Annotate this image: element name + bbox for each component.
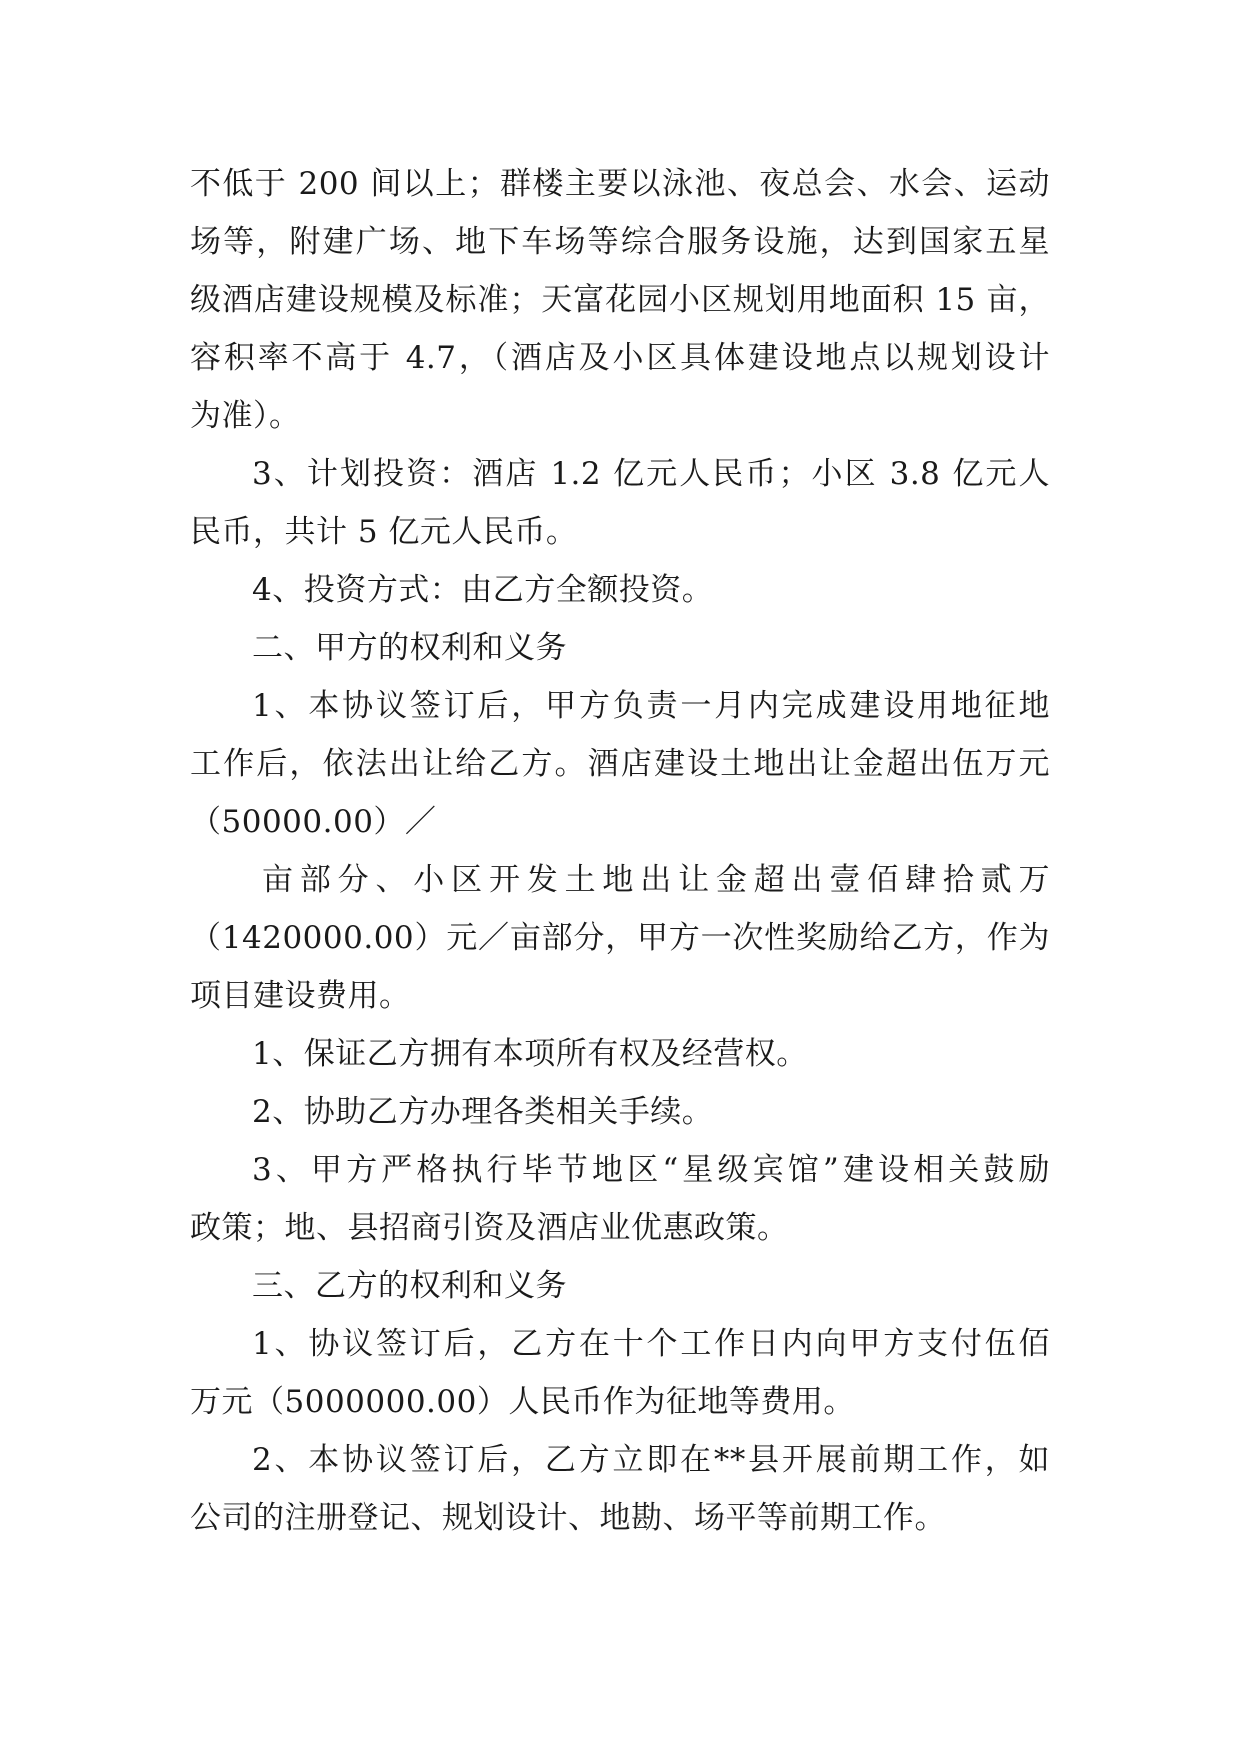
text-line: 3、计划投资：酒店 1.2 亿元人民币；小区 3.8 亿元人 <box>252 456 1050 492</box>
text-line: 2、协助乙方办理各类相关手续。 <box>252 1094 714 1130</box>
text-line: 亩部分、小区开发土地出让金超出壹佰肆拾贰万 <box>262 862 1050 898</box>
text-line: 不低于 200 间以上；群楼主要以泳池、夜总会、水会、运动 <box>190 166 1050 202</box>
text-line: 1、协议签订后，乙方在十个工作日内向甲方支付伍佰 <box>252 1326 1050 1362</box>
section-heading: 三、乙方的权利和义务 <box>252 1268 567 1304</box>
text-line: 场等，附建广场、地下车场等综合服务设施，达到国家五星 <box>190 224 1050 260</box>
text-line: （50000.00）／ <box>190 804 437 840</box>
text-line: 容积率不高于 4.7，（酒店及小区具体建设地点以规划设计 <box>190 340 1050 376</box>
text-line: 2、本协议签订后，乙方立即在**县开展前期工作，如 <box>252 1442 1050 1478</box>
text-line: 民币，共计 5 亿元人民币。 <box>190 514 578 550</box>
text-line: 万元（5000000.00）人民币作为征地等费用。 <box>190 1384 855 1420</box>
text-line: 3、甲方严格执行毕节地区“星级宾馆”建设相关鼓励 <box>252 1152 1050 1188</box>
text-line: 1、保证乙方拥有本项所有权及经营权。 <box>252 1036 808 1072</box>
text-line: 级酒店建设规模及标准；天富花园小区规划用地面积 15 亩， <box>190 282 1050 318</box>
text-line: （1420000.00）元／亩部分，甲方一次性奖励给乙方，作为 <box>190 920 1050 956</box>
text-line: 项目建设费用。 <box>190 978 411 1014</box>
text-line: 1、本协议签订后，甲方负责一月内完成建设用地征地 <box>252 688 1050 724</box>
text-line: 公司的注册登记、规划设计、地勘、场平等前期工作。 <box>190 1500 946 1536</box>
text-line: 政策；地、县招商引资及酒店业优惠政策。 <box>190 1210 789 1246</box>
text-line: 为准）。 <box>190 398 301 434</box>
text-line: 工作后，依法出让给乙方。酒店建设土地出让金超出伍万元 <box>190 746 1050 782</box>
text-line: 4、投资方式：由乙方全额投资。 <box>252 572 714 608</box>
section-heading: 二、甲方的权利和义务 <box>252 630 567 666</box>
